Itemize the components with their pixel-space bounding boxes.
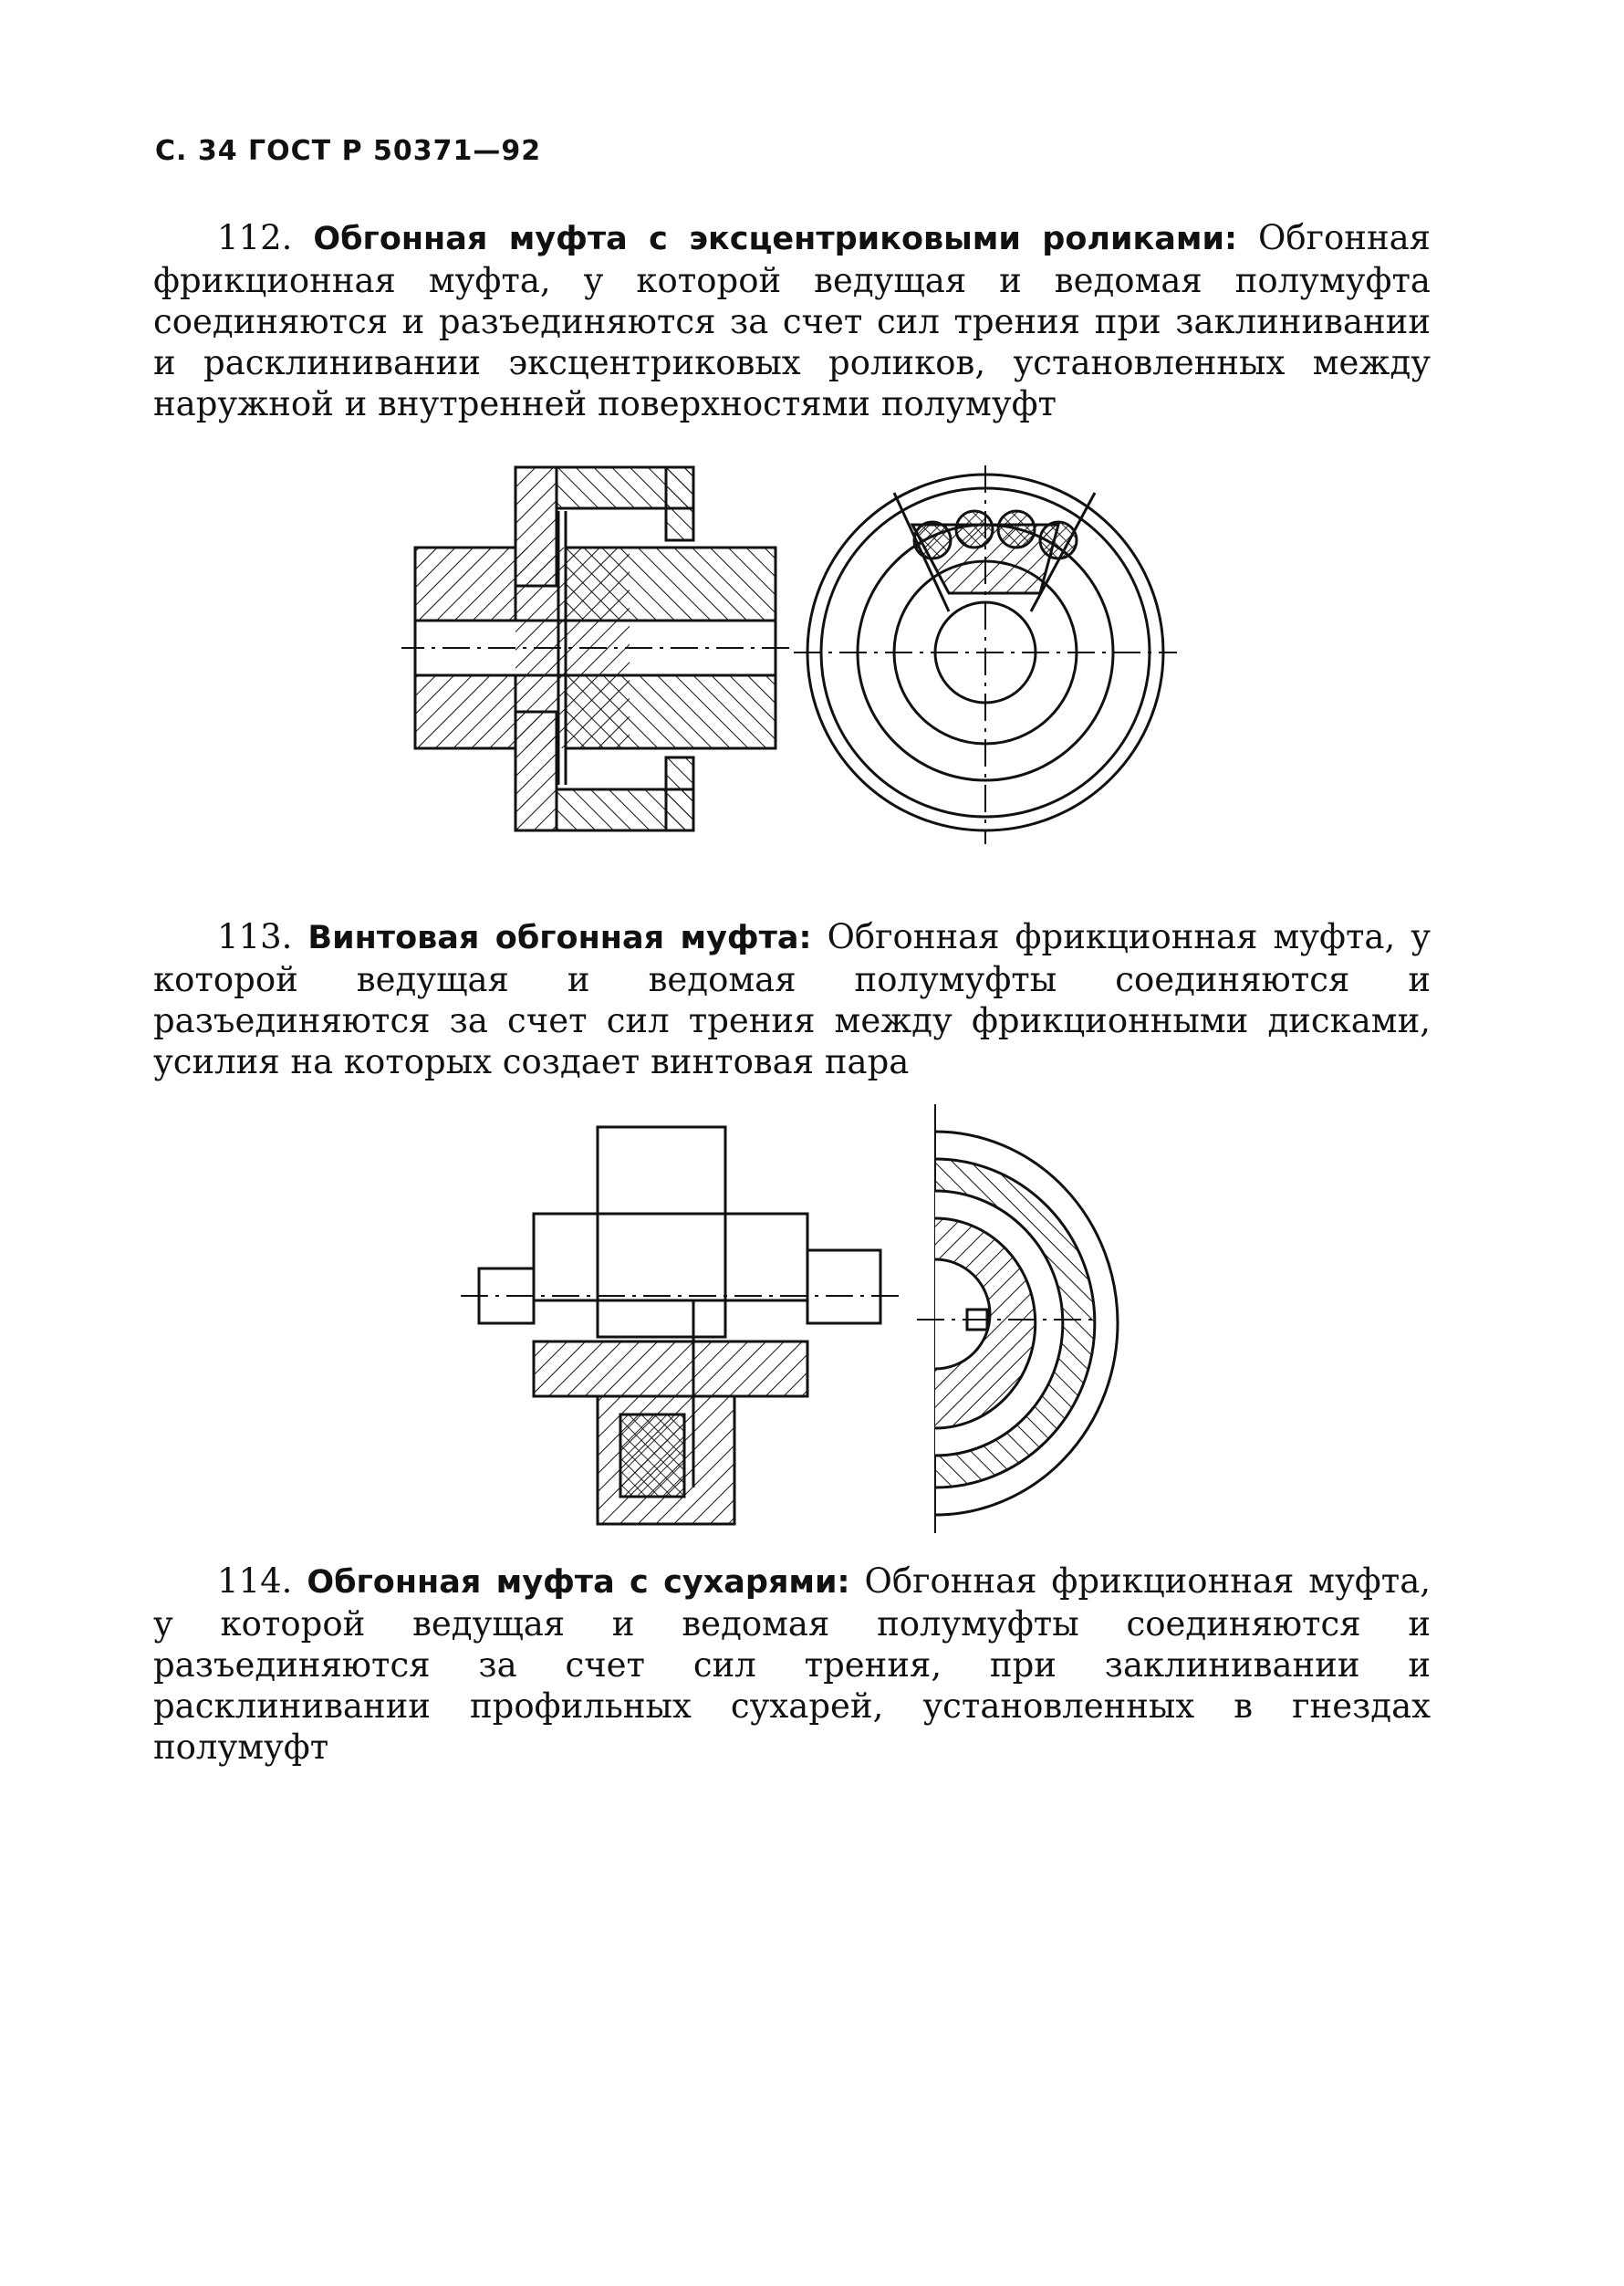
page-header: С. 34 ГОСТ Р 50371—92 xyxy=(155,135,542,167)
entry-term: Обгонная муфта с эксцентриковыми роликами: xyxy=(313,221,1238,257)
section-view xyxy=(461,1127,899,1524)
figure-113-screw-clutch xyxy=(461,1104,1172,1533)
entry-definition: Обгонная фрикционная муфта, у которой ведущая и ведомая полумуфты соединяются и разъединяются за счет сил трения между фрикционными дисками, усилия на которых создает винтовая пара xyxy=(153,917,1431,1081)
figure-112-roller-clutch xyxy=(401,456,1204,876)
entry-number: 112. xyxy=(217,218,293,257)
entry-number: 114. xyxy=(217,1561,293,1601)
entry-term: Обгонная муфта с сухарями: xyxy=(307,1564,850,1601)
end-view xyxy=(794,465,1177,844)
term-entry-113 xyxy=(153,916,1431,1082)
end-view xyxy=(917,1104,1118,1533)
entry-definition: Обгонная фрикционная муфта, у которой ведущая и ведомая полумуфты соединяются и разъединяются за счет сил трения, при заклинивании и расклинивании профильных сухарей, установленных в гнездах полумуфт xyxy=(153,1561,1431,1767)
term-entry-112 xyxy=(153,217,1431,424)
term-entry-114 xyxy=(153,1561,1431,1768)
section-view xyxy=(401,467,794,830)
entry-definition: Обгонная фрикционная муфта, у которой ведущая и ведомая полумуфта соединяются и разъединяются за счет сил трения при заклинивании и расклинивании эксцентриковых роликов, установленных между наружной и внутренней поверхностями полумуфт xyxy=(153,218,1431,423)
entry-term: Винтовая обгонная муфта: xyxy=(307,920,812,956)
entry-number: 113. xyxy=(217,917,293,956)
